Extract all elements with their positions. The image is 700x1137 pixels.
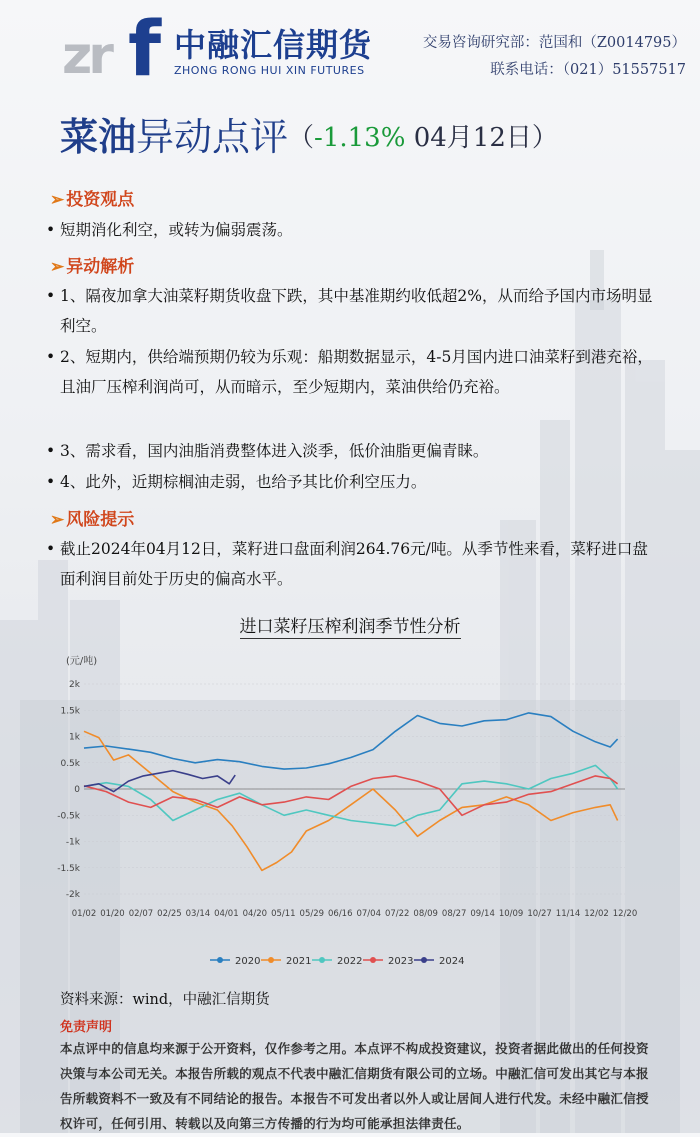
list-item [46, 436, 661, 466]
bullet-text: 短期消化利空，或转为偏弱震荡。 [60, 221, 293, 239]
bullet-dot-icon: • [46, 348, 56, 366]
title-product: 菜油 [60, 114, 137, 159]
chart-xtick-label: 08/09 [413, 909, 438, 919]
legend-marker-2022 [319, 957, 325, 963]
bullet-text: 4、此外，近期棕榈油走弱，也给予其比价利空压力。 [60, 473, 427, 491]
section-heading-analysis [50, 252, 134, 277]
section-heading-view [50, 185, 134, 210]
chart-xtick-label: 07/22 [384, 909, 410, 919]
chart-ytick-label: 1.5k [60, 706, 80, 717]
chart-ytick-label: -1k [65, 837, 80, 848]
logo-english-name: ZHONG RONG HUI XIN FUTURES [174, 64, 365, 77]
chart-xtick-label: 07/04 [356, 909, 381, 919]
chart-ytick-label: -0.5k [57, 811, 80, 822]
bullet-text: 截止2024年04月12日，菜籽进口盘面利润264.76元/吨。从季节性来看，菜籽进口盘面利润目前处于历史的偏高水平。 [60, 540, 648, 588]
chart-xtick-label: 10/09 [498, 909, 524, 919]
chart-xtick-label: 09/14 [470, 909, 495, 919]
chart-ytick-label: 0.5k [60, 758, 80, 769]
company-logo [62, 4, 373, 93]
list-item [46, 281, 661, 341]
chart-xtick-label: 02/25 [157, 909, 182, 919]
legend-label-2020: 2020 [235, 956, 261, 967]
chart-series-line-2023 [84, 776, 618, 815]
chart-ytick-label: -2k [65, 890, 80, 900]
bullet-dot-icon: • [46, 221, 56, 239]
chart-xtick-label: 12/20 [612, 909, 638, 919]
chart-xtick-label: 01/20 [100, 909, 125, 919]
chart-xtick-label: 03/14 [185, 909, 211, 919]
bullet-text: 3、需求看，国内油脂消费整体进入淡季，低价油脂更偏青睐。 [60, 442, 489, 460]
bullet-text: 2、短期内，供给端预期仍较为乐观：船期数据显示，4-5月国内进口油菜籽到港充裕，且油厂压榨利润尚可，从而暗示，至少短期内，菜油供给仍充裕。 [60, 348, 653, 396]
legend-marker-2024 [421, 957, 427, 963]
list-item [46, 215, 661, 245]
chart-series-line-2020 [84, 713, 618, 769]
chart-series-line-2022 [84, 765, 618, 825]
arrow-right-icon: ➢ [50, 190, 65, 210]
legend-label-2024: 2024 [439, 956, 465, 967]
title-paren-close: ） [531, 123, 558, 153]
arrow-right-icon: ➢ [50, 257, 65, 277]
list-item [46, 534, 661, 594]
chart-xtick-label: 04/01 [214, 909, 239, 919]
chart-xtick-label: 02/07 [128, 909, 154, 919]
chart-xtick-label: 05/11 [271, 909, 296, 919]
title-report-type: 异动点评 [136, 115, 289, 159]
disclaimer-body: 本点评中的信息均来源于公开资料，仅作参考之用。本点评不构成投资建议，投资者据此做出的任何投资决策与本公司无关。本报告所载的观点不代表中融汇信期货有限公司的立场。中融汇信可发出其它与本报告所载资料不一致及有不同结论的报告。本报告不可发出者以外人或让居间人进行代发。未经中融汇信授权许可，任何引用、转载以及向第三方传播的行为均可能承担法律责任。 [60, 1041, 649, 1131]
contact-phone: 联系电话：（021）51557517 [490, 62, 686, 78]
chart-xtick-label: 12/02 [584, 909, 609, 919]
chart-ytick-label: 1k [69, 732, 80, 743]
logo-mark-f: f [128, 4, 162, 93]
chart-xtick-label: 06/16 [328, 909, 353, 919]
disclaimer-title: 免责声明 [60, 1020, 113, 1035]
arrow-right-icon: ➢ [50, 510, 65, 530]
legend-label-2021: 2021 [286, 956, 312, 967]
bullet-dot-icon: • [46, 287, 56, 305]
title-change-percent: -1.13% [314, 123, 406, 153]
data-source: 资料来源：wind，中融汇信期货 [60, 992, 270, 1008]
chart-xtick-label: 05/29 [299, 909, 325, 919]
chart-ylabel: (元/吨) [66, 656, 98, 667]
bullet-dot-icon: • [46, 442, 56, 460]
chart-ytick-label: 0 [74, 785, 80, 795]
chart-xtick-label: 10/27 [527, 909, 552, 919]
legend-marker-2020 [217, 957, 223, 963]
chart-xtick-label: 11/14 [555, 909, 581, 919]
section-heading-risk [50, 505, 134, 530]
chart-xtick-label: 08/27 [441, 909, 467, 919]
legend-marker-2021 [268, 957, 274, 963]
contact-department: 交易咨询研究部：范国和（Z0014795） [422, 35, 686, 51]
legend-label-2022: 2022 [337, 956, 363, 967]
bullet-dot-icon: • [46, 540, 56, 558]
section-heading-view-label: 投资观点 [66, 190, 135, 210]
bullet-dot-icon: • [46, 473, 56, 491]
bullet-text: 1、隔夜加拿大油菜籽期货收盘下跌，其中基准期约收低超2%，从而给予国内市场明显利空。 [60, 287, 653, 335]
list-item [46, 467, 661, 497]
legend-label-2023: 2023 [388, 956, 414, 967]
contact-info [423, 30, 686, 84]
logo-mark-zr: zr [62, 26, 110, 86]
page-title [60, 112, 558, 170]
chart-title [0, 612, 700, 637]
section-heading-risk-label: 风险提示 [66, 510, 135, 530]
legend-marker-2023 [370, 957, 376, 963]
chart-xtick-label: 04/20 [242, 909, 268, 919]
title-date: 04月12日 [405, 123, 532, 153]
logo-chinese-name: 中融汇信期货 [174, 26, 373, 64]
chart-ytick-label: 2k [69, 680, 80, 690]
chart-title-text: 进口菜籽压榨利润季节性分析 [239, 617, 461, 637]
title-paren-open: （ [288, 123, 315, 153]
chart-xtick-label: 01/02 [71, 909, 97, 919]
chart-ytick-label: -1.5k [57, 863, 80, 874]
seasonal-profit-chart [57, 648, 640, 978]
section-heading-analysis-label: 异动解析 [66, 257, 135, 277]
list-item [46, 342, 661, 402]
